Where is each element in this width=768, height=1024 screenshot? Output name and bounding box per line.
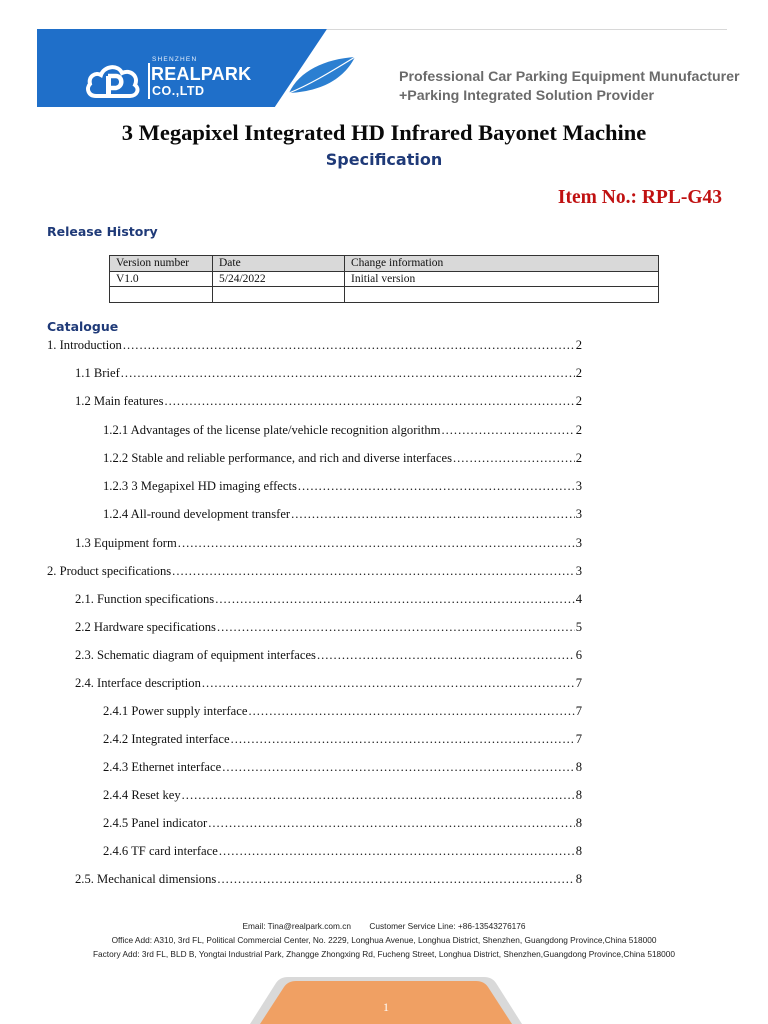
toc-leader	[202, 676, 575, 691]
toc-page-number: 8	[575, 844, 582, 858]
toc-leader	[231, 732, 575, 747]
toc-leader	[298, 479, 575, 494]
toc-page-number: 7	[575, 704, 582, 718]
toc-entry[interactable]	[75, 648, 582, 666]
company-tagline	[399, 68, 740, 105]
toc-leader	[291, 507, 575, 522]
toc-label: 1. Introduction	[47, 338, 122, 352]
table-row	[110, 287, 659, 303]
table-cell	[110, 287, 213, 303]
toc-entry[interactable]	[103, 788, 582, 806]
toc-entry[interactable]	[103, 423, 582, 441]
tagline-line-1: Professional Car Parking Equipment Munufacturer	[399, 69, 740, 85]
toc-page-number: 7	[575, 732, 582, 746]
toc-label: 2. Product specifications	[47, 564, 172, 578]
footer-office-address: Office Add: A310, 3rd FL, Political Commercial Center, No. 2229, Longhua Avenue, Longhua District, Shenzhen, Guangdong Province,China 518000	[111, 935, 657, 945]
toc-page-number: 3	[575, 507, 582, 521]
table-header-row	[110, 256, 659, 272]
toc-entry[interactable]	[103, 507, 582, 525]
toc-leader	[222, 760, 575, 775]
toc-leader	[219, 844, 575, 859]
toc-entry[interactable]	[75, 394, 582, 412]
toc-entry[interactable]	[75, 592, 582, 610]
toc-entry[interactable]	[47, 338, 582, 356]
toc-entry[interactable]	[47, 564, 582, 582]
toc-label: 2.4.5 Panel indicator	[103, 816, 208, 830]
toc-leader	[178, 536, 575, 551]
toc-page-number: 2	[575, 394, 582, 408]
toc-page-number: 8	[575, 788, 582, 802]
release-history-table	[109, 255, 659, 303]
toc-page-number: 8	[575, 872, 582, 886]
toc-entry[interactable]	[75, 872, 582, 890]
toc-leader	[217, 620, 575, 635]
toc-label: 2.4.1 Power supply interface	[103, 704, 248, 718]
column-header: Version number	[110, 256, 213, 272]
toc-entry[interactable]	[75, 620, 582, 638]
toc-label: 2.4. Interface description	[75, 676, 201, 690]
toc-label: 1.3 Equipment form	[75, 536, 177, 550]
table-cell: Initial version	[345, 271, 659, 287]
toc-page-number: 5	[575, 620, 582, 634]
toc-label: 2.4.2 Integrated interface	[103, 732, 230, 746]
toc-label: 2.5. Mechanical dimensions	[75, 872, 217, 886]
toc-entry[interactable]	[103, 760, 582, 778]
toc-page-number: 3	[575, 479, 582, 493]
toc-page-number: 3	[575, 536, 582, 550]
table-cell: 5/24/2022	[213, 271, 345, 287]
logo-sub-text: SHENZHEN	[152, 56, 198, 63]
document-subtitle: Specification	[325, 150, 443, 169]
toc-label: 2.2 Hardware specifications	[75, 620, 216, 634]
toc-page-number: 4	[575, 592, 582, 606]
table-row	[110, 271, 659, 287]
toc-leader	[441, 423, 574, 438]
toc-page-number: 2	[575, 366, 582, 380]
toc-entry[interactable]	[103, 732, 582, 750]
logo-co-text: CO.,LTD	[152, 84, 205, 98]
toc-entry[interactable]	[103, 816, 582, 834]
toc-entry[interactable]	[75, 366, 582, 384]
toc-entry[interactable]	[103, 451, 582, 469]
toc-label: 1.2.2 Stable and reliable performance, and rich and diverse interfaces	[103, 451, 452, 465]
header-banner	[37, 29, 740, 107]
toc-page-number: 7	[575, 676, 582, 690]
toc-leader	[217, 872, 574, 887]
release-history-heading: Release History	[47, 224, 158, 239]
toc-leader	[123, 338, 575, 353]
table-cell: V1.0	[110, 271, 213, 287]
toc-page-number: 2	[575, 423, 582, 437]
toc-label: 2.4.4 Reset key	[103, 788, 181, 802]
toc-label: 1.2.3 3 Megapixel HD imaging effects	[103, 479, 297, 493]
toc-entry[interactable]	[75, 676, 582, 694]
toc-leader	[208, 816, 574, 831]
toc-leader	[248, 704, 574, 719]
tagline-line-2: +Parking Integrated Solution Provider	[399, 87, 655, 104]
toc-leader	[121, 366, 575, 381]
toc-page-number: 6	[575, 648, 582, 662]
leaf-swoosh-icon	[285, 55, 357, 95]
toc-leader	[453, 451, 575, 466]
logo-main-text: REALPARK	[151, 64, 252, 84]
footer-factory-address: Factory Add: 3rd FL, BLD B, Yongtai Industrial Park, Zhangge Zhongxing Rd, Fucheng Street, Longhua District, Shenzhen,Guangdong Province,China 518000	[92, 949, 676, 959]
toc-entry[interactable]	[75, 536, 582, 554]
column-header: Date	[213, 256, 345, 272]
logo-divider	[148, 63, 150, 99]
toc-entry[interactable]	[103, 704, 582, 722]
toc-entry[interactable]	[103, 844, 582, 862]
toc-leader	[164, 394, 574, 409]
page-number: 1	[383, 1000, 389, 1014]
document-title: 3 Megapixel Integrated HD Infrared Bayonet Machine	[121, 120, 647, 145]
toc-label: 2.3. Schematic diagram of equipment interfaces	[75, 648, 316, 662]
toc-leader	[215, 592, 574, 607]
toc-label: 1.1 Brief	[75, 366, 120, 380]
footer-contact-line: Email: Tina@realpark.com.cn Customer Service Line: +86-13543276176	[242, 921, 526, 931]
toc-leader	[182, 788, 575, 803]
toc-label: 1.2.4 All-round development transfer	[103, 507, 291, 521]
toc-page-number: 8	[575, 816, 582, 830]
toc-label: 2.1. Function specifications	[75, 592, 215, 606]
toc-label: 1.2 Main features	[75, 394, 164, 408]
toc-label: 1.2.1 Advantages of the license plate/vehicle recognition algorithm	[103, 423, 441, 437]
toc-label: 2.4.3 Ethernet interface	[103, 760, 222, 774]
toc-page-number: 2	[575, 451, 582, 465]
toc-page-number: 2	[575, 338, 582, 352]
catalogue-heading: Catalogue	[47, 319, 119, 334]
toc-page-number: 3	[575, 564, 582, 578]
column-header: Change information	[345, 256, 659, 272]
table-cell	[345, 287, 659, 303]
toc-label: 2.4.6 TF card interface	[103, 844, 218, 858]
toc-entry[interactable]	[103, 479, 582, 497]
toc-leader	[317, 648, 575, 663]
table-cell	[213, 287, 345, 303]
cloud-p-logo-icon	[84, 58, 144, 104]
toc-leader	[172, 564, 575, 579]
toc-page-number: 8	[575, 760, 582, 774]
item-number: Item No.: RPL-G43	[557, 187, 722, 208]
